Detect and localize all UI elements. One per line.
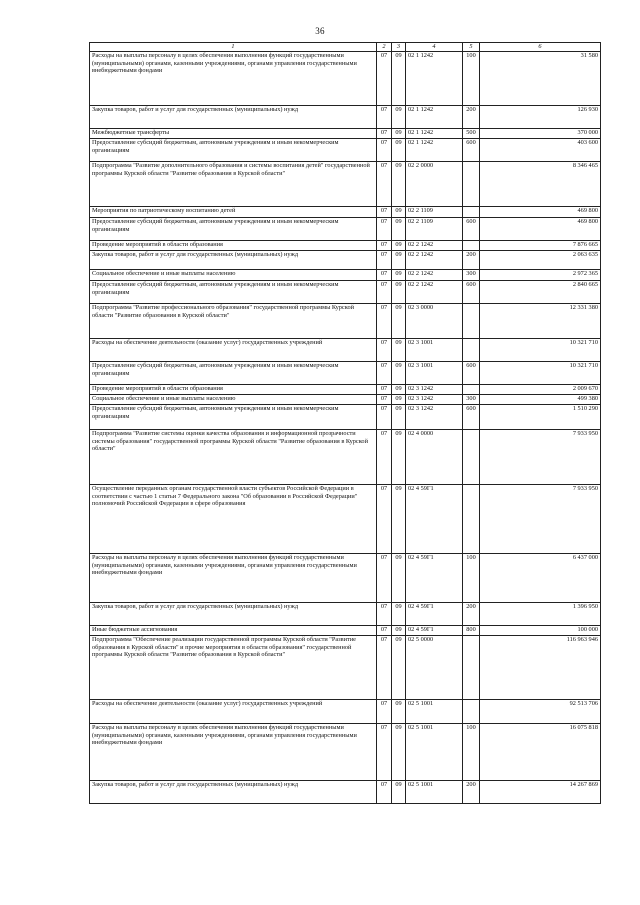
row-amount: 92 513 706 bbox=[480, 700, 601, 724]
row-name: Закупка товаров, работ и услуг для государственных (муниципальных) нужд bbox=[90, 781, 377, 804]
row-section: 07 bbox=[377, 385, 392, 395]
row-target-article: 02 4 59Г1 bbox=[406, 485, 463, 554]
row-name: Предоставление субсидий бюджетным, автономным учреждениям и иным некоммерческим организациям bbox=[90, 362, 377, 385]
row-subsection: 09 bbox=[392, 218, 406, 241]
row-section: 07 bbox=[377, 430, 392, 485]
row-name: Предоставление субсидий бюджетным, автономным учреждениям и иным некоммерческим организациям bbox=[90, 139, 377, 162]
row-amount: 469 800 bbox=[480, 218, 601, 241]
row-section: 07 bbox=[377, 781, 392, 804]
row-subsection: 09 bbox=[392, 485, 406, 554]
budget-table bbox=[89, 42, 601, 804]
row-amount: 2 063 635 bbox=[480, 251, 601, 270]
row-expense-type bbox=[463, 339, 480, 362]
row-target-article: 02 4 59Г1 bbox=[406, 554, 463, 603]
row-name: Иные бюджетные ассигнования bbox=[90, 626, 377, 636]
table-row bbox=[90, 554, 601, 603]
row-section: 07 bbox=[377, 251, 392, 270]
row-amount: 2 840 665 bbox=[480, 281, 601, 304]
row-target-article: 02 4 0000 bbox=[406, 430, 463, 485]
row-subsection: 09 bbox=[392, 395, 406, 405]
table-row bbox=[90, 270, 601, 281]
row-expense-type bbox=[463, 207, 480, 218]
row-section: 07 bbox=[377, 395, 392, 405]
row-amount: 499 380 bbox=[480, 395, 601, 405]
row-section: 07 bbox=[377, 485, 392, 554]
row-amount: 31 580 bbox=[480, 52, 601, 106]
row-name: Закупка товаров, работ и услуг для государственных (муниципальных) нужд bbox=[90, 251, 377, 270]
table-row bbox=[90, 129, 601, 139]
row-section: 07 bbox=[377, 405, 392, 430]
row-subsection: 09 bbox=[392, 304, 406, 339]
row-section: 07 bbox=[377, 270, 392, 281]
row-target-article: 02 1 1242 bbox=[406, 129, 463, 139]
table-row bbox=[90, 52, 601, 106]
row-name: Подпрограмма "Развитие системы оценки качества образования и информационной прозрачности системы образования" государственной программы Курской области "Развитие образования в Курской области" bbox=[90, 430, 377, 485]
table-row bbox=[90, 700, 601, 724]
header-subsection: 3 bbox=[392, 43, 406, 52]
row-name: Расходы на выплаты персоналу в целях обеспечения выполнения функций государственными (муниципальными) органами, казенными учреждениями, органами управления государственными внебюджетными фондами bbox=[90, 724, 377, 781]
row-amount: 12 331 380 bbox=[480, 304, 601, 339]
row-name: Проведение мероприятий в области образования bbox=[90, 385, 377, 395]
header-target-article: 4 bbox=[406, 43, 463, 52]
row-section: 07 bbox=[377, 281, 392, 304]
row-section: 07 bbox=[377, 139, 392, 162]
table-row bbox=[90, 724, 601, 781]
row-amount: 8 346 465 bbox=[480, 162, 601, 207]
row-name: Подпрограмма "Развитие профессионального образования" государственной программы Курской области "Развитие образования в Курской области" bbox=[90, 304, 377, 339]
row-name: Расходы на обеспечение деятельности (оказание услуг) государственных учреждений bbox=[90, 700, 377, 724]
row-subsection: 09 bbox=[392, 554, 406, 603]
row-expense-type: 100 bbox=[463, 724, 480, 781]
row-expense-type: 100 bbox=[463, 52, 480, 106]
row-subsection: 09 bbox=[392, 251, 406, 270]
row-expense-type: 300 bbox=[463, 395, 480, 405]
row-target-article: 02 5 1001 bbox=[406, 700, 463, 724]
table-row bbox=[90, 485, 601, 554]
row-amount: 10 321 710 bbox=[480, 339, 601, 362]
table-header-row bbox=[90, 43, 601, 52]
row-name: Закупка товаров, работ и услуг для государственных (муниципальных) нужд bbox=[90, 106, 377, 129]
row-amount: 370 000 bbox=[480, 129, 601, 139]
row-amount: 126 930 bbox=[480, 106, 601, 129]
row-subsection: 09 bbox=[392, 207, 406, 218]
row-section: 07 bbox=[377, 700, 392, 724]
row-amount: 1 396 950 bbox=[480, 603, 601, 626]
row-amount: 7 933 950 bbox=[480, 430, 601, 485]
row-expense-type bbox=[463, 304, 480, 339]
header-amount: 6 bbox=[480, 43, 601, 52]
row-subsection: 09 bbox=[392, 139, 406, 162]
row-expense-type bbox=[463, 385, 480, 395]
row-target-article: 02 2 1109 bbox=[406, 207, 463, 218]
row-subsection: 09 bbox=[392, 603, 406, 626]
row-subsection: 09 bbox=[392, 781, 406, 804]
row-section: 07 bbox=[377, 636, 392, 700]
row-section: 07 bbox=[377, 603, 392, 626]
table-row bbox=[90, 241, 601, 251]
row-section: 07 bbox=[377, 129, 392, 139]
row-target-article: 02 1 1242 bbox=[406, 106, 463, 129]
row-amount: 7 933 950 bbox=[480, 485, 601, 554]
row-expense-type bbox=[463, 485, 480, 554]
row-name: Мероприятия по патриотическому воспитанию детей bbox=[90, 207, 377, 218]
row-section: 07 bbox=[377, 241, 392, 251]
row-section: 07 bbox=[377, 162, 392, 207]
row-subsection: 09 bbox=[392, 405, 406, 430]
row-expense-type bbox=[463, 700, 480, 724]
table-row bbox=[90, 218, 601, 241]
row-subsection: 09 bbox=[392, 241, 406, 251]
row-name: Предоставление субсидий бюджетным, автономным учреждениям и иным некоммерческим организациям bbox=[90, 405, 377, 430]
row-target-article: 02 3 0000 bbox=[406, 304, 463, 339]
row-amount: 403 600 bbox=[480, 139, 601, 162]
row-subsection: 09 bbox=[392, 700, 406, 724]
table-row bbox=[90, 251, 601, 270]
row-expense-type: 300 bbox=[463, 270, 480, 281]
row-target-article: 02 2 1242 bbox=[406, 281, 463, 304]
row-subsection: 09 bbox=[392, 339, 406, 362]
row-name: Предоставление субсидий бюджетным, автономным учреждениям и иным некоммерческим организациям bbox=[90, 281, 377, 304]
row-amount: 100 000 bbox=[480, 626, 601, 636]
row-amount: 2 972 365 bbox=[480, 270, 601, 281]
row-target-article: 02 3 1242 bbox=[406, 405, 463, 430]
row-amount: 7 876 665 bbox=[480, 241, 601, 251]
row-subsection: 09 bbox=[392, 626, 406, 636]
row-amount: 6 437 000 bbox=[480, 554, 601, 603]
row-name: Подпрограмма "Обеспечение реализации государственной программы Курской области "Развитие образования в Курской области" и прочие мероприятия в области образования" государственной программы Курской области "Развитие образования в Курской области" bbox=[90, 636, 377, 700]
row-target-article: 02 2 1242 bbox=[406, 251, 463, 270]
row-amount: 14 267 869 bbox=[480, 781, 601, 804]
row-subsection: 09 bbox=[392, 129, 406, 139]
row-target-article: 02 3 1001 bbox=[406, 362, 463, 385]
table-row bbox=[90, 106, 601, 129]
row-subsection: 09 bbox=[392, 385, 406, 395]
row-section: 07 bbox=[377, 207, 392, 218]
row-subsection: 09 bbox=[392, 636, 406, 700]
row-name: Расходы на выплаты персоналу в целях обеспечения выполнения функций государственными (муниципальными) органами, казенными учреждениями, органами управления государственными внебюджетными фондами bbox=[90, 554, 377, 603]
row-expense-type: 600 bbox=[463, 405, 480, 430]
row-section: 07 bbox=[377, 554, 392, 603]
row-section: 07 bbox=[377, 362, 392, 385]
row-name: Расходы на обеспечение деятельности (оказание услуг) государственных учреждений bbox=[90, 339, 377, 362]
header-expense-type: 5 bbox=[463, 43, 480, 52]
table-row bbox=[90, 405, 601, 430]
row-amount: 116 963 946 bbox=[480, 636, 601, 700]
table-row bbox=[90, 430, 601, 485]
row-expense-type: 200 bbox=[463, 251, 480, 270]
header-section: 2 bbox=[377, 43, 392, 52]
row-amount: 10 321 710 bbox=[480, 362, 601, 385]
row-section: 07 bbox=[377, 304, 392, 339]
row-target-article: 02 1 1242 bbox=[406, 52, 463, 106]
table-row bbox=[90, 339, 601, 362]
row-section: 07 bbox=[377, 52, 392, 106]
row-subsection: 09 bbox=[392, 162, 406, 207]
row-name: Проведение мероприятий в области образования bbox=[90, 241, 377, 251]
row-expense-type: 100 bbox=[463, 554, 480, 603]
row-name: Подпрограмма "Развитие дополнительного образования и системы воспитания детей" государственной программы Курской области "Развитие образования в Курской области" bbox=[90, 162, 377, 207]
row-expense-type bbox=[463, 430, 480, 485]
row-subsection: 09 bbox=[392, 270, 406, 281]
row-expense-type: 200 bbox=[463, 106, 480, 129]
row-subsection: 09 bbox=[392, 430, 406, 485]
row-target-article: 02 5 1001 bbox=[406, 724, 463, 781]
table-row bbox=[90, 362, 601, 385]
row-expense-type: 600 bbox=[463, 218, 480, 241]
row-target-article: 02 3 1242 bbox=[406, 395, 463, 405]
table-row bbox=[90, 603, 601, 626]
page-number: 36 bbox=[315, 26, 325, 36]
row-subsection: 09 bbox=[392, 281, 406, 304]
row-section: 07 bbox=[377, 626, 392, 636]
row-subsection: 09 bbox=[392, 724, 406, 781]
row-target-article: 02 1 1242 bbox=[406, 139, 463, 162]
row-subsection: 09 bbox=[392, 106, 406, 129]
row-expense-type: 200 bbox=[463, 603, 480, 626]
row-section: 07 bbox=[377, 339, 392, 362]
table-row bbox=[90, 626, 601, 636]
table-row bbox=[90, 636, 601, 700]
row-target-article: 02 4 59Г1 bbox=[406, 603, 463, 626]
row-target-article: 02 2 0000 bbox=[406, 162, 463, 207]
row-section: 07 bbox=[377, 724, 392, 781]
row-amount: 16 075 818 bbox=[480, 724, 601, 781]
table-row bbox=[90, 162, 601, 207]
table-row bbox=[90, 281, 601, 304]
row-expense-type: 600 bbox=[463, 139, 480, 162]
row-target-article: 02 3 1242 bbox=[406, 385, 463, 395]
row-target-article: 02 2 1242 bbox=[406, 241, 463, 251]
row-target-article: 02 5 0000 bbox=[406, 636, 463, 700]
row-expense-type bbox=[463, 241, 480, 251]
row-expense-type: 500 bbox=[463, 129, 480, 139]
row-target-article: 02 5 1001 bbox=[406, 781, 463, 804]
table-row bbox=[90, 304, 601, 339]
row-expense-type: 200 bbox=[463, 781, 480, 804]
row-subsection: 09 bbox=[392, 52, 406, 106]
row-name: Расходы на выплаты персоналу в целях обеспечения выполнения функций государственными (муниципальными) органами, казенными учреждениями, органами управления государственными внебюджетными фондами bbox=[90, 52, 377, 106]
row-expense-type: 600 bbox=[463, 362, 480, 385]
table-row bbox=[90, 207, 601, 218]
row-subsection: 09 bbox=[392, 362, 406, 385]
row-amount: 2 009 670 bbox=[480, 385, 601, 395]
row-expense-type bbox=[463, 636, 480, 700]
row-amount: 1 510 290 bbox=[480, 405, 601, 430]
table-row bbox=[90, 395, 601, 405]
row-expense-type bbox=[463, 162, 480, 207]
row-name: Закупка товаров, работ и услуг для государственных (муниципальных) нужд bbox=[90, 603, 377, 626]
row-amount: 469 800 bbox=[480, 207, 601, 218]
row-expense-type: 800 bbox=[463, 626, 480, 636]
header-name: 1 bbox=[90, 43, 377, 52]
row-name: Осуществление переданных органам государственной власти субъектов Российской Федерации в соответствии с частью 1 статьи 7 Федерального закона "Об образовании в Российской Федерации" полномочий Российской Федерации в сфере образования bbox=[90, 485, 377, 554]
table-row bbox=[90, 139, 601, 162]
row-name: Социальное обеспечение и иные выплаты населению bbox=[90, 395, 377, 405]
table-row bbox=[90, 385, 601, 395]
table-row bbox=[90, 781, 601, 804]
row-name: Предоставление субсидий бюджетным, автономным учреждениям и иным некоммерческим организациям bbox=[90, 218, 377, 241]
row-target-article: 02 4 59Г1 bbox=[406, 626, 463, 636]
row-expense-type: 600 bbox=[463, 281, 480, 304]
row-section: 07 bbox=[377, 106, 392, 129]
row-section: 07 bbox=[377, 218, 392, 241]
row-name: Социальное обеспечение и иные выплаты населению bbox=[90, 270, 377, 281]
row-target-article: 02 3 1001 bbox=[406, 339, 463, 362]
row-name: Межбюджетные трансферты bbox=[90, 129, 377, 139]
row-target-article: 02 2 1242 bbox=[406, 270, 463, 281]
row-target-article: 02 2 1109 bbox=[406, 218, 463, 241]
